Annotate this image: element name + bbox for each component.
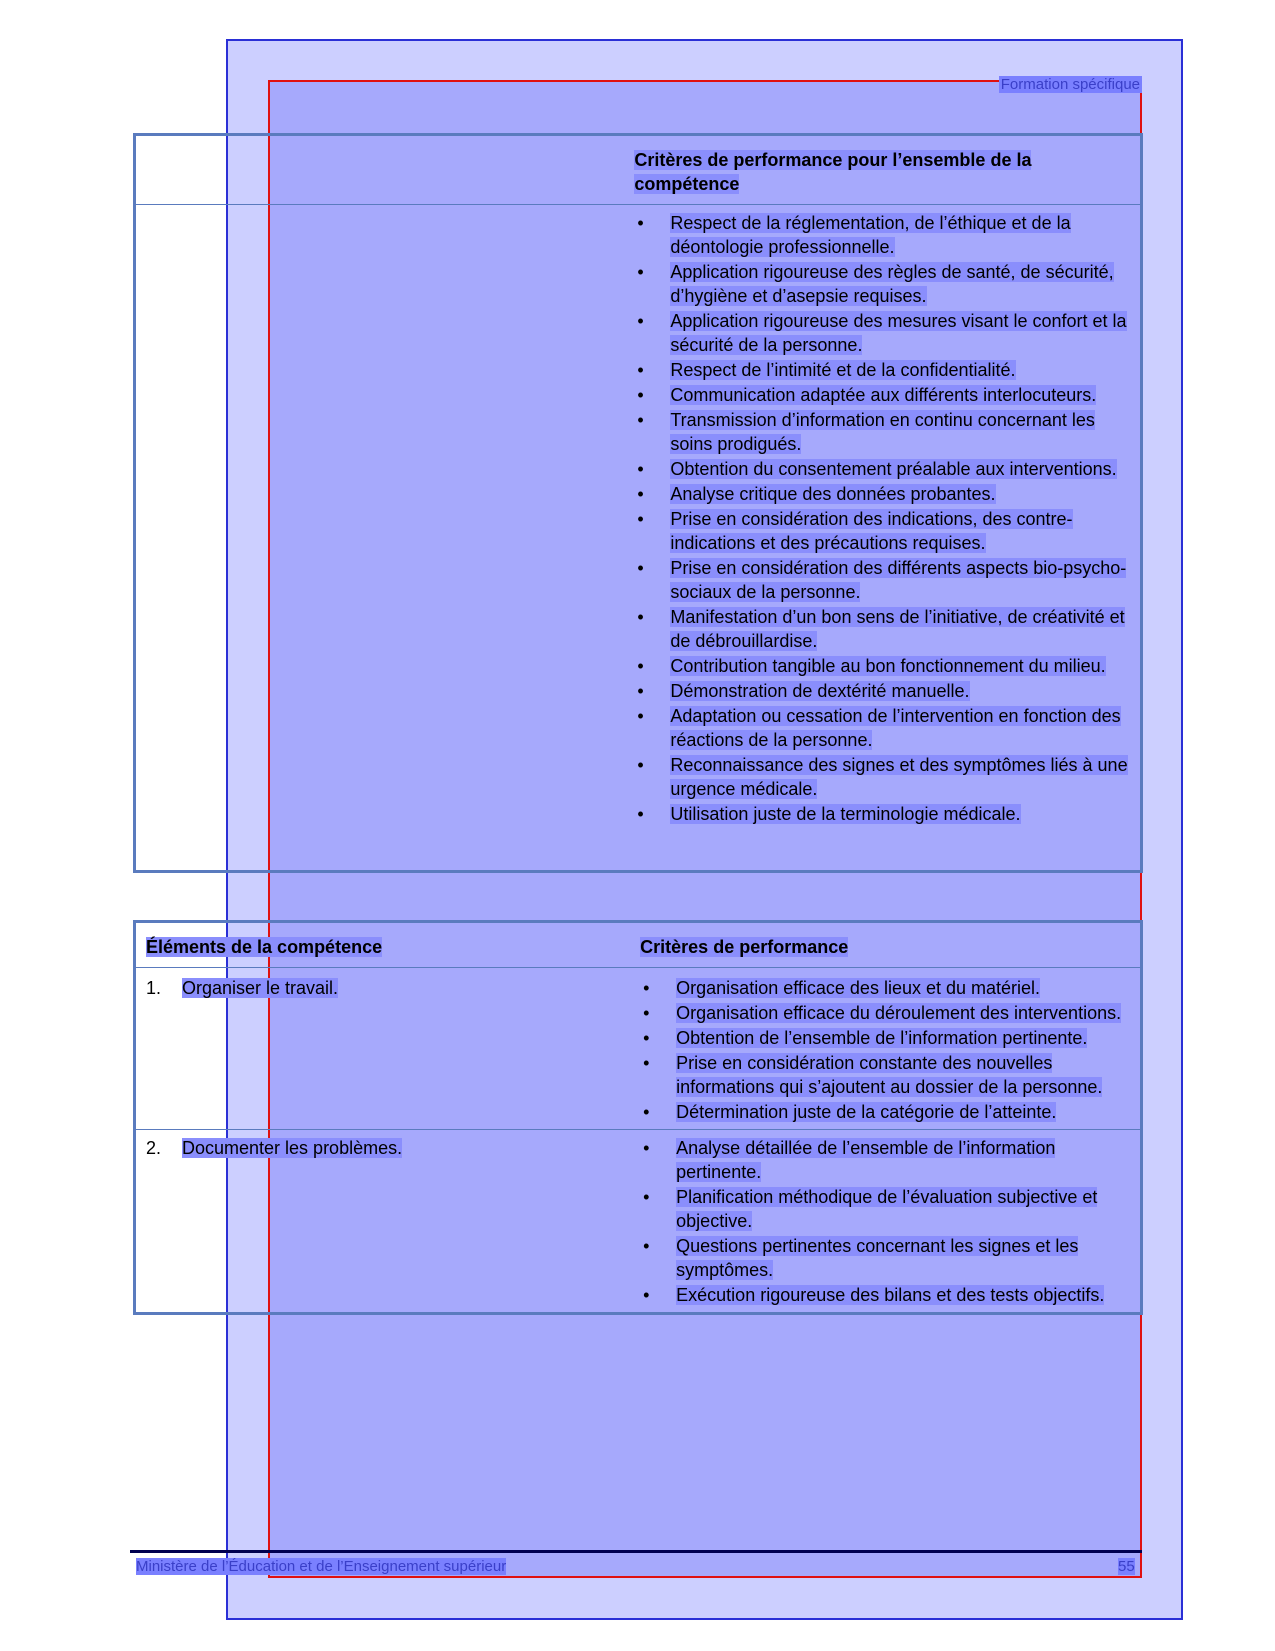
list-item: • Application rigoureuse des mesures visant le confort et la sécurité de la personne. [634, 309, 1130, 357]
list-item: • Manifestation d’un bon sens de l’initiative, de créativité et de débrouillardise. [634, 605, 1130, 653]
list-item: • Questions pertinentes concernant les signes et les symptômes. [640, 1234, 1130, 1282]
list-item: • Contribution tangible au bon fonctionnement du milieu. [634, 654, 1130, 678]
list-item: • Prise en considération des différents aspects bio-psycho-sociaux de la personne. [634, 556, 1130, 604]
elements-heading: Éléments de la compétence [146, 937, 383, 957]
list-item: • Prise en considération constante des nouvelles informations qui s’ajoutent au dossier de la personne. [640, 1051, 1130, 1099]
element-2-criteria [640, 1136, 1130, 1307]
list-item: • Obtention du consentement préalable aux interventions. [634, 457, 1130, 481]
element-1-criteria [640, 976, 1130, 1124]
list-item: • Exécution rigoureuse des bilans et des tests objectifs. [640, 1283, 1130, 1307]
list-item: • Détermination juste de la catégorie de l’atteinte. [640, 1100, 1130, 1124]
list-item: • Communication adaptée aux différents interlocuteurs. [634, 383, 1130, 407]
list-item: • Application rigoureuse des règles de santé, de sécurité, d’hygiène et d’asepsie requises. [634, 260, 1130, 308]
overall-criteria-table [133, 133, 1143, 873]
list-item: • Utilisation juste de la terminologie médicale. [634, 802, 1130, 826]
list-item: • Analyse critique des données probantes. [634, 482, 1130, 506]
list-item: • Reconnaissance des signes et des symptômes liés à une urgence médicale. [634, 753, 1130, 801]
criteria-heading: Critères de performance [640, 937, 849, 957]
element-criteria-table [133, 920, 1143, 1315]
element-2: 2. Documenter les problèmes. [146, 1138, 403, 1158]
list-item: • Prise en considération des indications, des contre-indications et des précautions requises. [634, 507, 1130, 555]
list-item: • Organisation efficace des lieux et du matériel. [640, 976, 1130, 1000]
footer-rule [130, 1550, 1142, 1553]
overall-criteria-heading: Critères de performance pour l’ensemble de la compétence [634, 150, 1032, 194]
list-item: • Organisation efficace du déroulement des interventions. [640, 1001, 1130, 1025]
page-number: 55 [1118, 1558, 1135, 1575]
table-row [135, 968, 1142, 1130]
list-item: • Respect de l’intimité et de la confidentialité. [634, 358, 1130, 382]
list-item: • Obtention de l’ensemble de l’information pertinente. [640, 1026, 1130, 1050]
table-row [135, 1130, 1142, 1314]
running-header: Formation spécifique [1000, 76, 1140, 93]
list-item: • Planification méthodique de l’évaluation subjective et objective. [640, 1185, 1130, 1233]
element-1: 1. Organiser le travail. [146, 978, 339, 998]
footer-ministry: Ministère de l’Éducation et de l’Enseignement supérieur [136, 1558, 507, 1575]
overall-criteria-list [634, 211, 1130, 826]
list-item: • Adaptation ou cessation de l’intervention en fonction des réactions de la personne. [634, 704, 1130, 752]
list-item: • Analyse détaillée de l’ensemble de l’information pertinente. [640, 1136, 1130, 1184]
list-item: • Respect de la réglementation, de l’éthique et de la déontologie professionnelle. [634, 211, 1130, 259]
list-item: • Démonstration de dextérité manuelle. [634, 679, 1130, 703]
list-item: • Transmission d’information en continu concernant les soins prodigués. [634, 408, 1130, 456]
